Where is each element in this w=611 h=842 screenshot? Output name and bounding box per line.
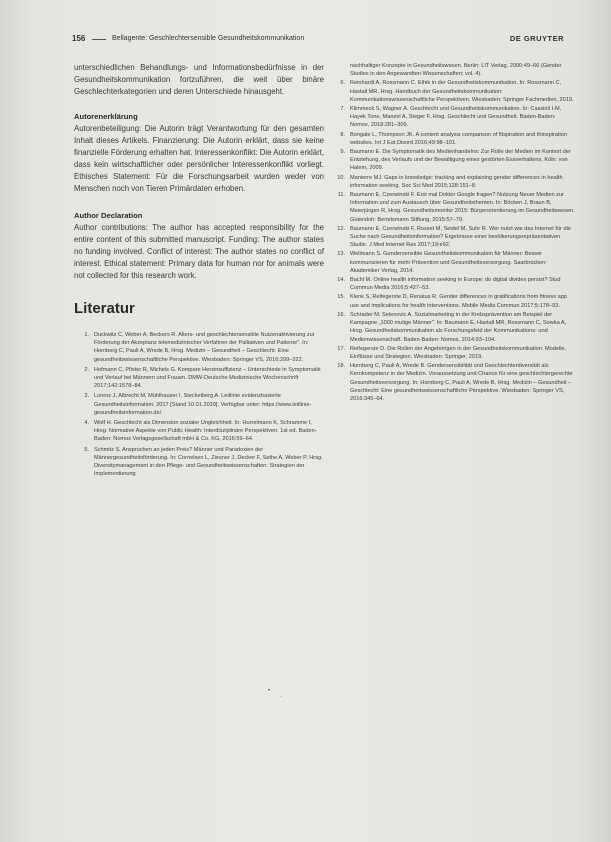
declaration-en-heading: Author Declaration xyxy=(74,211,143,220)
reference-item xyxy=(330,276,576,292)
reference-number: 7. xyxy=(340,106,345,113)
reference-item xyxy=(330,131,576,147)
reference-number: 12. xyxy=(337,225,345,232)
reference-item xyxy=(330,293,576,309)
reference-list-left xyxy=(74,331,324,478)
reference-text: Schmitz S. Anspruchen an jeden Preis? Männer und Paradoxien der Männergesundheitsförderung. In: Cornelsen L, Ziesner J, Decker F, Sethe A, Weber P, Hrsg. Diversitymanagement in den Pflege- und Gesundheitswissenschaften: Strategien der Implementierung xyxy=(94,446,323,478)
declaration-de-heading: Autorenerklärung xyxy=(74,112,138,121)
reference-number: 14. xyxy=(337,277,345,284)
reference-text: Bachl M. Online health information seeking in Europe: do digital divides persist? Stud Commun Media 2016;5:427–53. xyxy=(350,277,561,292)
reference-number: 16. xyxy=(337,311,345,318)
reference-text: Baumann E. Die Symptomatik des Medienhandelns: Zur Rolle der Medien im Kontext der Entstehung, des Verlaufs und der Bewältigung eines gestörten Essverhaltens. Köln: von Halem, 2009. xyxy=(350,149,571,172)
reference-item xyxy=(74,419,324,444)
reference-text: Wolf H. Geschlecht als Dimension sozialer Ungleichheit. In: Hurrelmann K, Schramme I, Hrsg. Normative Aspekte von Public Health: Interdisziplinäre Perspektiven. 1st ed. Baden-Baden: Nomos Verlagsgesellschaft mbH & Co. KG, 2016:59–64. xyxy=(94,420,317,443)
reference-number: 3. xyxy=(84,393,89,400)
reference-number: 13. xyxy=(337,251,345,258)
reference-item xyxy=(74,446,324,479)
reference-item xyxy=(330,250,576,275)
reference-number: 8. xyxy=(340,131,345,138)
reference-text: Reinhardt A, Rossmann C. Ethik in der Gesundheitskommunikation. In: Rossmann C, Hastall MR, Hrsg. Handbuch der Gesundheitskommunikation: Kommunikationswissenschaftliche Perspektiven. Wiesbaden: Springer Fachmedien, 2019. xyxy=(350,80,574,103)
reference-number: 4. xyxy=(84,420,89,427)
publisher-logo: DE GRUYTER xyxy=(509,34,564,43)
reference-text: Reifegerste D. Die Rollen der Angehörigen in der Gesundheitskommunikation: Modelle, Einflüsse und Strategien. Wiesbaden: Springer, 2019. xyxy=(350,345,567,360)
reference-text: Hornberg C, Pauli A, Wrede B. Gendersensibilität und Geschlechterdiversität als Kernkompetenz in der Medizin. Voraussetzung und Chance für eine geschlechtergerechte Gesundheitsversorgung. In: Hornberg C, Pauli A, Wrede B, Hrsg. Medizin – Gesundheit – Geschlecht: Eine gesundheitswissenschaftliche Perspektive. Wiesbaden: Springer VS, 2016:345–64. xyxy=(350,363,573,402)
reference-item xyxy=(330,79,576,104)
reference-number: 17. xyxy=(337,345,345,352)
reference-number-blank xyxy=(330,62,350,78)
intro-paragraph: unterschiedlichen Behandlungs- und Informationsbedürfnisse in der Gesundheitskommunikation fortzuführen, die weit über binäre Geschlechterkategorien und deren Unterschiede hinausgeht. xyxy=(74,63,324,96)
reference-text: Hofmann C, Pfister R, Michels G. Kompare Herzinsuffizienz – Unterschiede in Symptomatik und Verlauf bei Männern und Frauen. DMW-Deutsche Medizinische Wochenschrift 2017;142:1578–84. xyxy=(94,366,321,390)
reference-number: 9. xyxy=(340,149,345,156)
scan-speck: • xyxy=(268,688,271,694)
reference-text: Wellmann S. Gendersensible Gesundheitskommunikation für Männer: Besser kommunizieren für mehr Prävention und Gesundheitsversorgung. Saarbrücken: Akademiker Verlag, 2014. xyxy=(350,251,547,274)
reference-text: Bongale L, Thompson JK. A content analysis comparison of fitspiration and thinspiration websites. Int J Eat Disord 2016;49:98–101. xyxy=(350,131,567,146)
reference-item xyxy=(330,225,576,250)
reference-number: 15. xyxy=(337,294,345,301)
reference-item xyxy=(74,392,324,417)
reference-item xyxy=(74,331,324,364)
running-title: Bellagente: Geschlechtersensible Gesundheitskommunikation xyxy=(112,35,305,42)
reference-text: nachhaltiger Konzepte in Gesundheitswesen. Berlin: LIT Verlag, 2000:49–66 (Gender Studies in den Angewandten Wissenschaften; vol. 4). xyxy=(350,63,562,78)
reference-item xyxy=(74,366,324,391)
reference-item xyxy=(330,191,576,224)
reference-number: 1. xyxy=(84,332,89,338)
reference-item xyxy=(330,174,576,190)
reference-text: Manierre MJ. Gaps in knowledge: tracking and explaining gender differences in health information seeking. Soc Sci Med 2015;128:151–8. xyxy=(350,174,563,189)
scan-speck: · xyxy=(280,694,282,700)
reference-number: 11. xyxy=(337,192,345,199)
reference-number: 10. xyxy=(337,174,345,181)
reference-text: Baumann E, Czerwinski F, Rosset M, Seidel M, Suhr R. Wer nutzt wie das Internet für die Suche nach Gesundheitsinformation? Ergebnisse einer bevölkerungsrepräsentativen Studie. J Med Internet Res 2017;19:e92. xyxy=(350,225,571,249)
literature-heading: Literatur xyxy=(74,300,135,317)
reference-number: 2. xyxy=(84,366,89,373)
reference-text: Schrader M, Selenovic A. Sozialmarketing in der Krebsprävention am Beispiel der Kampagne „1000 mutige Männer". In: Baumann E, Hastall MR, Rossmann C, Sowka A, Hrsg. Gesundheitskommunikation als Forschungsfeld der Kommunikations- und Medienwissenschaft. Baden-Baden: Nomos, 2014:93–104. xyxy=(350,311,567,343)
reference-text: Baumann E, Czerwinski F. Erst mal Doktor Google fragen? Nutzung Neuer Medien zur Information und zum Austausch über Gesundheitsthemen. In: Böcken J, Braun B, Meierjürgen R, Hrsg. Gesundheitsmonitor 2015: Bürgerorientierung im Gesundheitswesen. Gütersloh: Bertelsmann Stiftung, 2015:57–79. xyxy=(350,192,575,223)
reference-text: Lorenz J, Albrecht M, Mühlhauser I, Steckelberg A. Leitlinie evidenzbasierte Gesundheitsinformation. 2017 [Stand 10.01.2019]. Verfügbar unter: https://www.leitlinie-gesundheitsinformation.de/. xyxy=(94,393,312,416)
right-column xyxy=(330,62,576,404)
reference-item xyxy=(330,105,576,130)
reference-text: Klenk S, Reifegerste D, Renatus R. Gender differences in gratifications from fitness app use and implications for health interventions. Mobile Media Commun 2017;5:178–93. xyxy=(350,294,567,309)
page-number: 156 xyxy=(72,34,86,43)
running-head xyxy=(72,33,564,45)
declaration-de-text: Autorenbeteiligung: Die Autorin trägt Verantwortung für den gesamten Inhalt dieses Artikels. Finanzierung: Die Autorin erklärt, dass sie keine finanzielle Förderung erhalten hat. Interessenkonflikt: Die Autorin erklärt, dass kein wirtschaftlicher oder persönlicher Interessenkonflikt vorliegt. Ethisches Statement: Für die Forschungsarbeit wurden weder von Menschen noch von Tieren Primärdaten erhoben. xyxy=(74,124,324,193)
header-rule xyxy=(92,39,106,40)
reference-number: 5. xyxy=(84,446,89,453)
reference-item xyxy=(330,362,576,403)
reference-number: 6. xyxy=(340,80,345,87)
reference-item xyxy=(330,148,576,173)
reference-text: Duckwitz C, Weber A, Beckers R. Alters- und geschlechtersensible Nutzenaktivierung zur Förderung der Akzeptanz telemedizinischer Verfahren der Palliativen und Patiente". In: Hornberg C, Pauli A, Wrede B, Hrsg. Medizin – Gesundheit – Geschlecht: Eine gesundheitswissenschaftliche Perspektive. Wiesbaden: Springer VS, 2016:299–322. xyxy=(94,332,315,363)
reference-continuation xyxy=(330,62,576,78)
reference-number: 18. xyxy=(337,363,345,370)
left-column xyxy=(74,62,324,480)
declaration-en-text: Author contributions: The author has accepted responsibility for the entire content of this submitted manuscript. Funding: The author states no funding involved. Conflict of interest: The author states no conflict of interest. Ethical statement: Primary data for human nor for animals were not collected for this research work. xyxy=(74,223,324,280)
reference-item xyxy=(330,311,576,344)
reference-item xyxy=(330,345,576,361)
reference-text: Klimmeck S, Wagner A. Geschlecht und Gesundheitskommunikation. In: Cassioli I-M, Hayek Tone, Manzel A, Steger F, Hrsg. Geschlecht und Gesundheit. Baden-Baden: Nomos, 2018:281–309. xyxy=(350,106,562,129)
